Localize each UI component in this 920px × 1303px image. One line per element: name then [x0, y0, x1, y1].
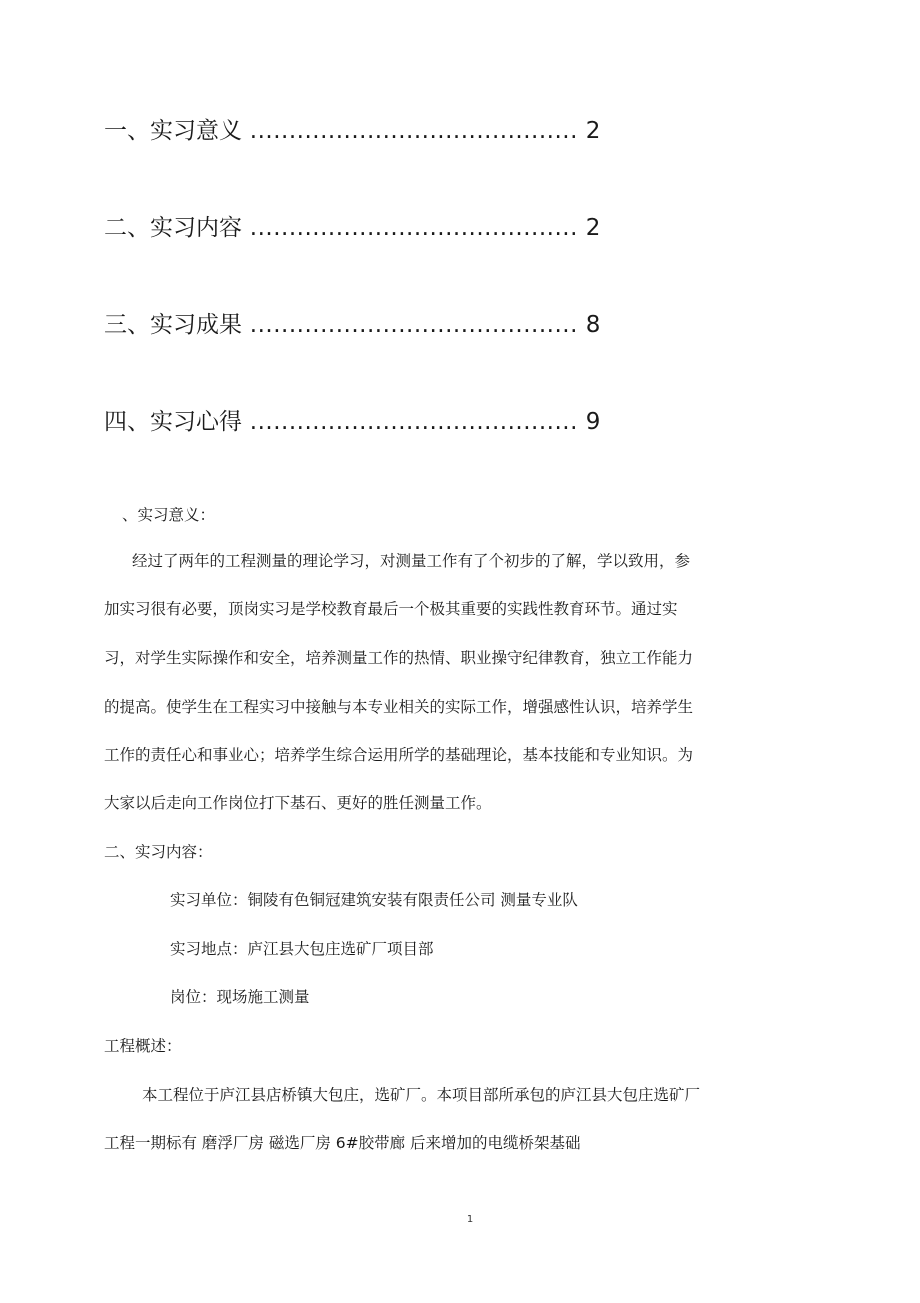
toc-leader: ..........................................: [242, 215, 586, 241]
paragraph-line: 本工程位于庐江县店桥镇大包庄，选矿厂。本项目部所承包的庐江县大包庄选矿厂: [142, 1086, 701, 1104]
toc-entry[interactable]: [104, 206, 600, 250]
toc-leader: ..........................................: [242, 409, 586, 435]
paragraph-line: 经过了两年的工程测量的理论学习，对测量工作有了个初步的了解，学以致用，参: [132, 552, 691, 570]
info-item: 岗位：现场施工测量: [170, 988, 310, 1006]
toc-page: 2: [585, 118, 601, 144]
toc-leader: ..........................................: [242, 312, 586, 338]
paragraph-line: 大家以后走向工作岗位打下基石、更好的胜任测量工作。: [104, 794, 492, 812]
paragraph-line: 工程一期标有 磨浮厂房 磁选厂房 6#胶带廊 后来增加的电缆桥架基础: [104, 1134, 581, 1152]
toc-page: 8: [585, 312, 601, 338]
toc-title: 三、实习成果: [104, 312, 242, 338]
section-heading: 、实习意义：: [122, 506, 216, 524]
toc-entry[interactable]: [104, 109, 600, 153]
paragraph-line: 加实习很有必要，顶岗实习是学校教育最后一个极其重要的实践性教育环节。通过实: [104, 600, 678, 618]
toc-title: 二、实习内容: [104, 215, 242, 241]
page-number: 1: [466, 1214, 474, 1225]
paragraph-line: 习，对学生实际操作和安全，培养测量工作的热情、职业操守纪律教育，独立工作能力: [104, 649, 694, 667]
toc-page: 9: [585, 409, 601, 435]
toc-leader: ..........................................: [242, 118, 586, 144]
toc-entry[interactable]: [104, 303, 600, 347]
toc-entry[interactable]: [104, 400, 600, 444]
paragraph-line: 工作的责任心和事业心；培养学生综合运用所学的基础理论，基本技能和专业知识。为: [104, 746, 694, 764]
overview-heading: 工程概述：: [104, 1037, 182, 1055]
info-item: 实习单位：铜陵有色铜冠建筑安装有限责任公司 测量专业队: [170, 891, 578, 909]
paragraph-line: 的提高。使学生在工程实习中接触与本专业相关的实际工作，增强感性认识，培养学生: [104, 698, 694, 716]
info-item: 实习地点：庐江县大包庄选矿厂项目部: [170, 940, 434, 958]
toc-title: 四、实习心得: [104, 409, 242, 435]
toc-title: 一、实习意义: [104, 118, 242, 144]
section-heading: 二、实习内容：: [104, 843, 213, 861]
toc-page: 2: [585, 215, 601, 241]
